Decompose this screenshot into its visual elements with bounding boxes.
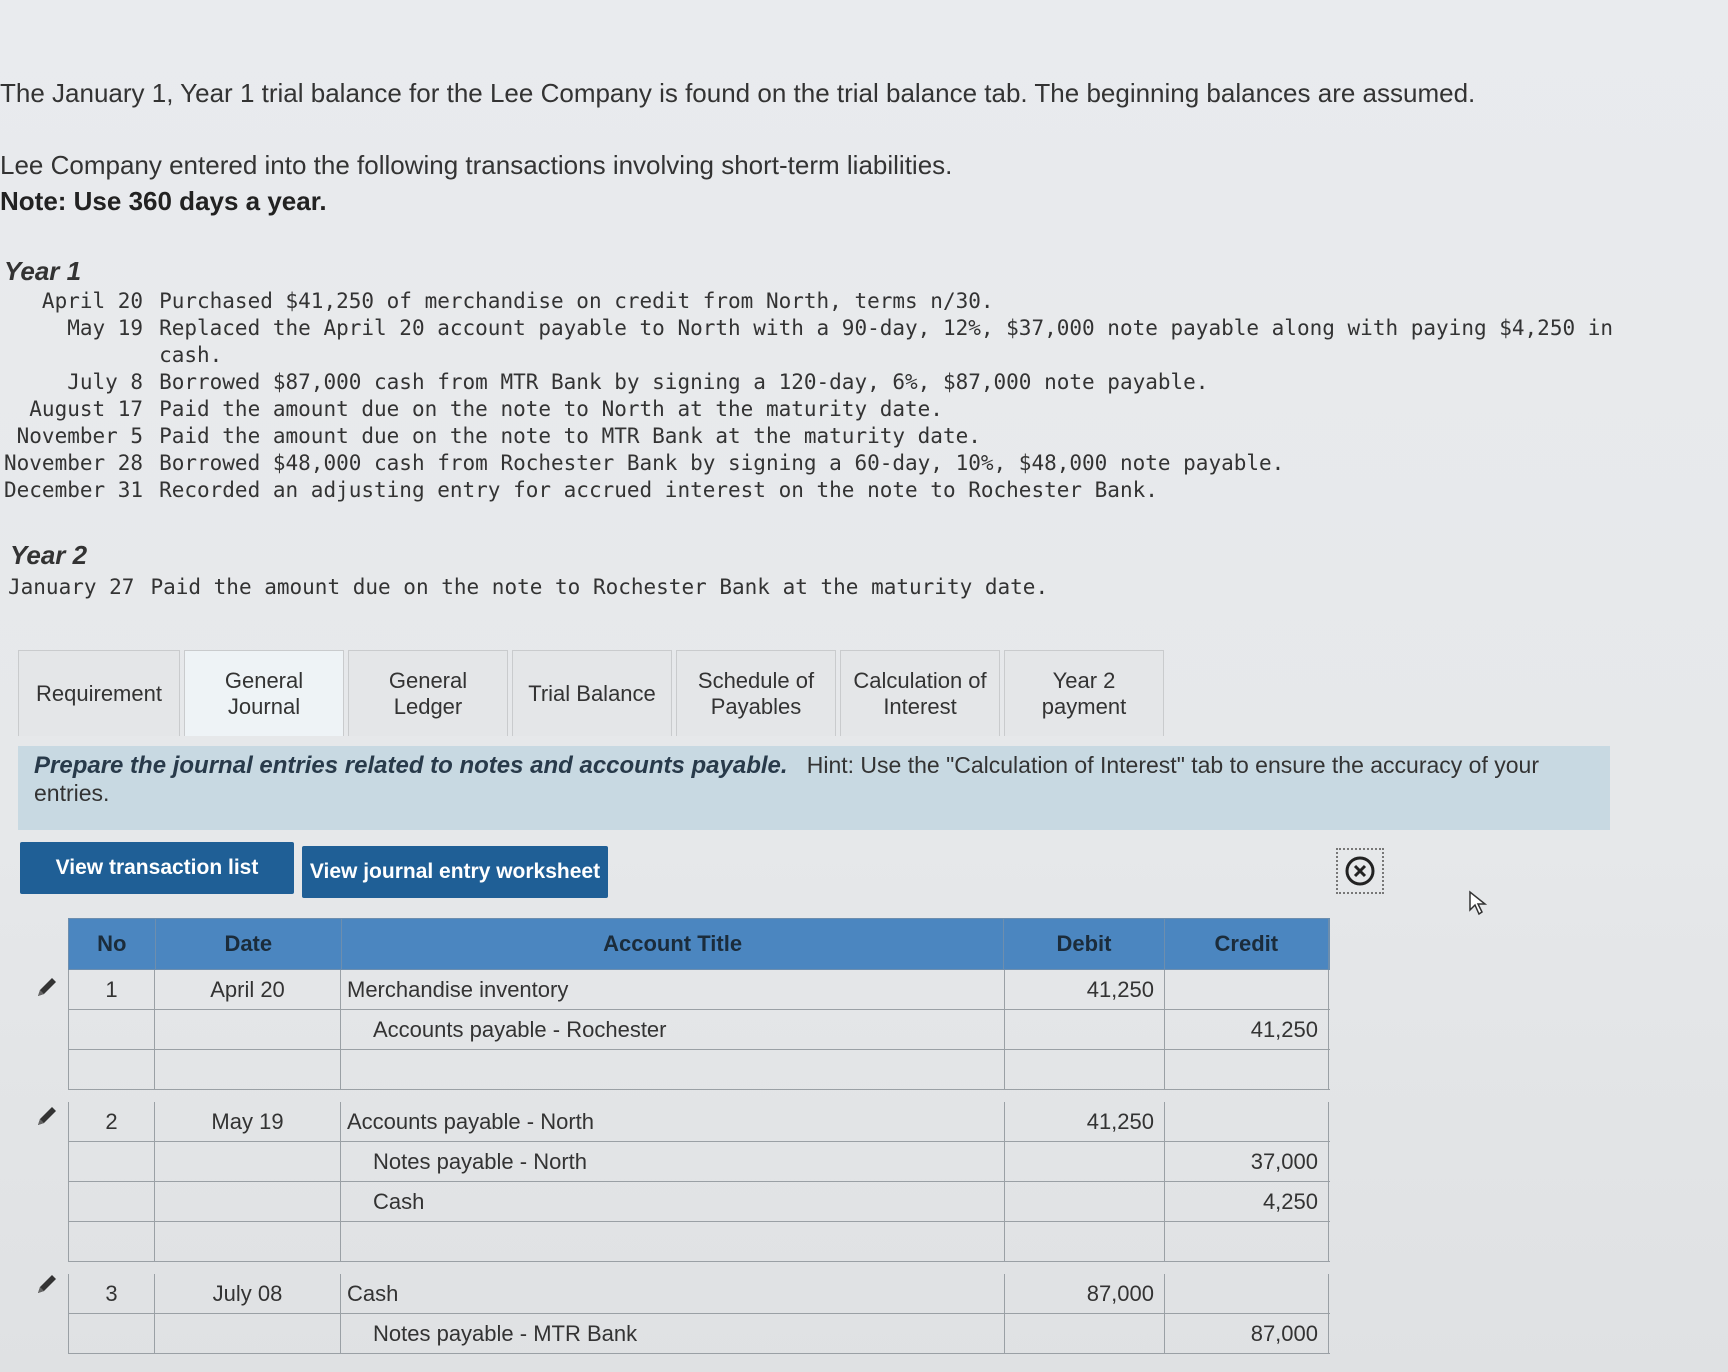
account-title-cell[interactable]: Accounts payable - Rochester [341,1010,1005,1049]
credit-cell[interactable]: 37,000 [1165,1142,1329,1181]
journal-row [68,970,1330,1010]
header-account-title: Account Title [342,919,1004,969]
tab-bar [18,650,1168,736]
debit-cell[interactable] [1005,1050,1165,1089]
account-title-cell[interactable]: Merchandise inventory [341,970,1005,1009]
credit-cell[interactable] [1165,1102,1329,1141]
credit-cell[interactable] [1165,1222,1329,1261]
entry-number [69,1222,155,1261]
entry-date [155,1050,341,1089]
journal-row [68,1222,1330,1262]
account-title-cell[interactable] [341,1222,1005,1261]
transaction-date: December 31 [4,478,144,502]
entry-number [69,1314,155,1353]
account-title-cell[interactable] [341,1050,1005,1089]
transaction-description: Paid the amount due on the note to Rochester Bank at the maturity date. [150,575,1049,599]
tab-trial-balance[interactable]: Trial Balance [512,650,672,736]
journal-row [68,1142,1330,1182]
transaction-date: January 27 [8,575,135,599]
debit-cell[interactable]: 41,250 [1005,970,1165,1009]
credit-cell[interactable]: 41,250 [1165,1010,1329,1049]
entry-number [69,1050,155,1089]
transaction-row [4,315,1613,369]
transaction-date: July 8 [67,370,144,394]
credit-cell[interactable]: 87,000 [1165,1314,1329,1353]
credit-cell[interactable]: 4,250 [1165,1182,1329,1221]
transaction-row [8,574,1048,601]
account-title-cell[interactable]: Notes payable - North [341,1142,1005,1181]
debit-cell[interactable]: 41,250 [1005,1102,1165,1141]
entry-date [155,1314,341,1353]
account-title-cell[interactable]: Cash [341,1274,1005,1313]
credit-cell[interactable] [1165,1050,1329,1089]
debit-cell[interactable] [1005,1010,1165,1049]
account-title-cell[interactable]: Accounts payable - North [341,1102,1005,1141]
journal-row [68,1010,1330,1050]
instruction-text: Prepare the journal entries related to notes and accounts payable. [34,752,788,779]
account-title-cell[interactable]: Cash [341,1182,1005,1221]
entry-date: May 19 [155,1102,341,1141]
transaction-row [4,369,1613,396]
entry-number [69,1010,155,1049]
transaction-description: Borrowed $48,000 cash from Rochester Bank by signing a 60-day, 10%, $48,000 note payable. [159,451,1285,475]
transaction-row [4,396,1613,423]
account-title-cell[interactable]: Notes payable - MTR Bank [341,1314,1005,1353]
journal-row [68,1050,1330,1090]
entry-number: 1 [69,970,155,1009]
credit-cell[interactable] [1165,1274,1329,1313]
transaction-date: April 20 [41,289,144,313]
journal-row [68,1102,1330,1142]
tab-general-ledger[interactable]: General Ledger [348,650,508,736]
transaction-date: November 5 [16,424,144,448]
note: Note: Use 360 days a year. [0,186,327,216]
view-journal-entry-worksheet-button[interactable]: View journal entry worksheet [302,846,608,898]
transaction-description: Borrowed $87,000 cash from MTR Bank by signing a 120-day, 6%, $87,000 note payable. [159,370,1209,394]
journal-row [68,1182,1330,1222]
transaction-date: August 17 [29,397,144,421]
entry-date: July 08 [155,1274,341,1313]
transaction-date: November 28 [4,451,144,475]
transaction-description: Recorded an adjusting entry for accrued interest on the note to Rochester Bank. [159,478,1158,502]
debit-cell[interactable] [1005,1142,1165,1181]
transaction-date: May 19 [67,316,144,340]
transaction-row [4,288,1613,315]
year-1-heading: Year 1 [4,256,82,286]
transaction-row [4,450,1613,477]
tab-year-2-payment[interactable]: Year 2 payment [1004,650,1164,736]
journal-row [68,1314,1330,1354]
entry-number [69,1182,155,1221]
edit-pencil-icon[interactable] [34,1103,60,1129]
edit-pencil-icon[interactable] [34,1271,60,1297]
header-debit: Debit [1004,919,1164,969]
header-no: No [69,919,156,969]
intro-line-1: The January 1, Year 1 trial balance for the Lee Company is found on the trial balance tab. The beginning balances are assumed. [0,78,1476,108]
debit-cell[interactable] [1005,1314,1165,1353]
transaction-description: Purchased $41,250 of merchandise on credit from North, terms n/30. [159,289,994,313]
entry-number: 2 [69,1102,155,1141]
tab-calculation-of-interest[interactable]: Calculation of Interest [840,650,1000,736]
entry-date [155,1182,341,1221]
transaction-row [4,423,1613,450]
header-date: Date [156,919,342,969]
tab-requirement[interactable]: Requirement [18,650,180,736]
mouse-cursor-icon [1468,890,1490,921]
credit-cell[interactable] [1165,970,1329,1009]
entry-number: 3 [69,1274,155,1313]
journal-header [68,918,1330,970]
journal-table [68,918,1330,1354]
instruction-hint: Hint: Use the "Calculation of Interest" tab to ensure the accuracy of your entries. [34,752,1539,806]
transaction-description: Paid the amount due on the note to MTR Bank at the maturity date. [159,424,981,448]
entry-date: April 20 [155,970,341,1009]
tab-schedule-of-payables[interactable]: Schedule of Payables [676,650,836,736]
entry-date [155,1142,341,1181]
entry-number [69,1142,155,1181]
year-2-heading: Year 2 [10,540,88,570]
transaction-row [4,477,1613,504]
year-1-transactions [4,288,1613,504]
debit-cell[interactable] [1005,1182,1165,1221]
intro-line-2: Lee Company entered into the following transactions involving short-term liabilities. [0,150,953,180]
transaction-description: Paid the amount due on the note to North at the maturity date. [159,397,943,421]
edit-pencil-icon[interactable] [34,974,60,1000]
header-credit: Credit [1165,919,1329,969]
clear-entry-icon[interactable] [1336,848,1384,894]
debit-cell[interactable]: 87,000 [1005,1274,1165,1313]
entry-date [155,1222,341,1261]
instruction-panel [18,746,1610,830]
debit-cell[interactable] [1005,1222,1165,1261]
tab-general-journal[interactable]: General Journal [184,650,344,736]
year-2-transactions [8,574,1048,601]
entry-date [155,1010,341,1049]
view-transaction-list-button[interactable]: View transaction list [20,842,294,894]
transaction-description: Replaced the April 20 account payable to North with a 90-day, 12%, $37,000 note payable along with paying $4,250 in cash. [159,316,1614,367]
journal-row [68,1274,1330,1314]
